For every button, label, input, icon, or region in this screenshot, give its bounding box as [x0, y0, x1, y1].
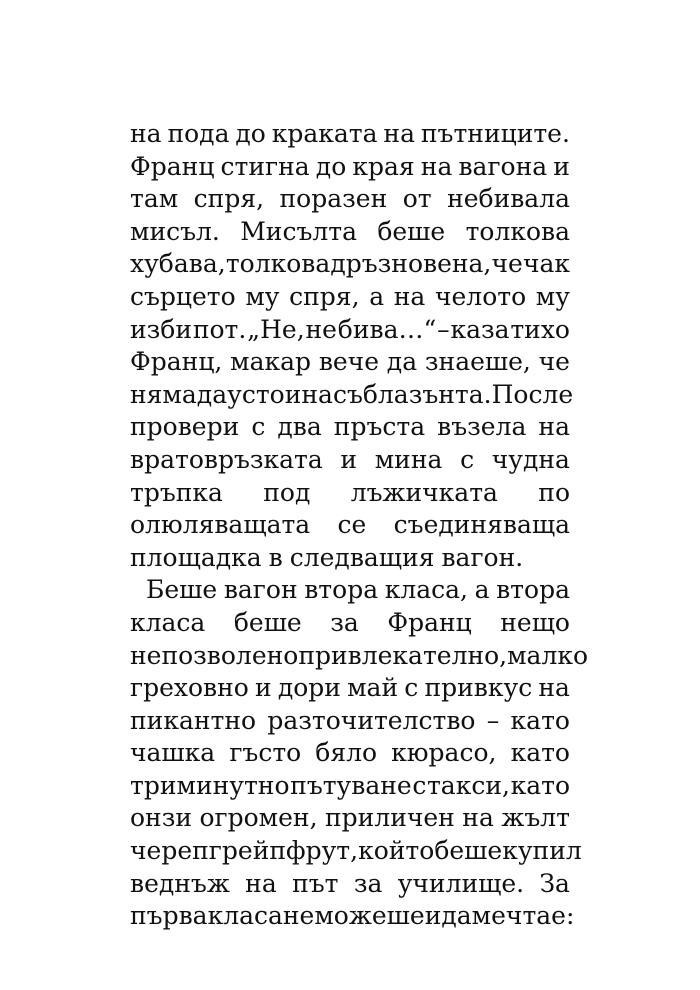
word: гъсто — [229, 738, 302, 768]
word: в — [268, 542, 283, 572]
word: За — [539, 868, 570, 898]
word: с — [412, 770, 427, 800]
text-line — [130, 411, 570, 444]
word: училище. — [397, 868, 525, 898]
text-line — [130, 737, 570, 770]
word: привкус — [424, 673, 533, 703]
word: и — [255, 673, 272, 703]
word: веднъж — [130, 868, 230, 898]
text-line — [130, 574, 570, 607]
word: спря, — [289, 281, 360, 311]
word: разточителство — [267, 705, 476, 735]
word: на — [538, 673, 570, 703]
word: „Не, — [247, 314, 305, 344]
word: толкова — [465, 216, 570, 246]
word: тихо — [510, 314, 570, 344]
word: а — [369, 281, 385, 311]
word: – — [486, 705, 500, 735]
word: път — [292, 868, 339, 898]
word: не — [282, 901, 315, 931]
word: огромен, — [199, 803, 318, 833]
word: на — [383, 119, 415, 148]
word: пътуване — [290, 770, 412, 800]
text-line — [130, 183, 570, 216]
word: краката — [271, 119, 378, 148]
word: Франц — [130, 151, 215, 181]
word: не — [305, 314, 337, 344]
text-line — [130, 802, 570, 835]
word: бива…“ — [337, 314, 437, 344]
word: следващия — [289, 542, 435, 572]
text-line — [130, 900, 575, 933]
text-line — [130, 509, 570, 542]
word: втора — [496, 575, 570, 605]
word: такси, — [426, 770, 510, 800]
word: на — [301, 379, 333, 409]
text-line — [130, 216, 570, 249]
text-line — [130, 118, 570, 151]
word: че — [538, 347, 570, 377]
word: – — [437, 314, 450, 344]
word: класа, — [384, 575, 468, 605]
text-line — [130, 248, 570, 281]
word: под — [263, 477, 311, 507]
word: няма — [130, 379, 197, 409]
word: до — [315, 151, 347, 181]
word: два — [277, 412, 322, 442]
word: непозволено — [130, 640, 299, 670]
word: му — [535, 281, 570, 311]
word: втора — [304, 575, 379, 605]
word: нещо — [500, 607, 570, 637]
word: мисъл. — [130, 216, 220, 246]
word: първа — [130, 901, 208, 931]
word: грейпфрут, — [208, 836, 359, 866]
word: на — [130, 119, 162, 148]
text-line — [130, 151, 570, 184]
body-text — [130, 118, 589, 933]
word: възела — [437, 412, 527, 442]
word: и — [340, 444, 358, 474]
word: по — [538, 477, 570, 507]
word: триминутно — [130, 770, 290, 800]
word: небивала — [447, 184, 570, 214]
word: а — [474, 575, 490, 605]
word: пръста — [333, 412, 426, 442]
word: можеше — [314, 901, 425, 931]
word: класа — [207, 901, 283, 931]
word: площадка — [130, 542, 262, 572]
word: му — [245, 281, 280, 311]
text-line — [130, 542, 570, 575]
text-line — [130, 770, 570, 803]
word: провери — [130, 412, 240, 442]
word: на — [538, 412, 570, 442]
word: до — [235, 119, 266, 148]
word: знаеше, — [424, 347, 531, 377]
word: пикантно — [130, 705, 257, 735]
word: вагона — [458, 151, 548, 181]
word: като — [510, 705, 570, 735]
word: съблазънта. — [332, 379, 492, 409]
word: кюрасо, — [391, 738, 497, 768]
word: вратовръзката — [130, 444, 323, 474]
word: чудна — [491, 444, 570, 474]
word: толкова — [225, 249, 331, 279]
word: пода — [167, 119, 230, 148]
word: като — [510, 738, 570, 768]
word: каза — [450, 314, 510, 344]
word: малко — [507, 640, 589, 670]
word: череп — [130, 836, 209, 866]
word: беше — [377, 216, 446, 246]
word: лъжичката — [350, 477, 498, 507]
word: беше — [233, 607, 302, 637]
word: че — [491, 249, 523, 279]
word: купил — [502, 836, 582, 866]
text-line — [130, 607, 570, 640]
word: пътниците. — [420, 119, 570, 148]
word: чак — [522, 249, 570, 279]
word: Франц — [387, 607, 472, 637]
word: като — [510, 770, 570, 800]
word: челото — [434, 281, 527, 311]
word: беше — [434, 836, 503, 866]
text-line — [130, 835, 582, 868]
word: вече — [318, 347, 380, 377]
word: изби — [130, 314, 193, 344]
word: бяло — [315, 738, 378, 768]
word: мина — [374, 444, 443, 474]
word: После — [491, 379, 574, 409]
word: пот. — [192, 314, 247, 344]
word: приличен — [324, 803, 455, 833]
word: края — [352, 151, 415, 181]
text-line — [130, 868, 570, 901]
word: за — [330, 607, 359, 637]
text-line — [130, 314, 570, 347]
word: Франц, — [130, 347, 223, 377]
word: устои — [227, 379, 302, 409]
text-line — [130, 640, 589, 673]
word: макар — [230, 347, 312, 377]
word: стигна — [220, 151, 310, 181]
text-line — [130, 346, 570, 379]
word: на — [393, 281, 426, 311]
word: класа — [130, 607, 206, 637]
word: греховно — [130, 673, 249, 703]
word: тръпка — [130, 477, 223, 507]
word: на — [462, 803, 494, 833]
word: онзи — [130, 803, 193, 833]
word: съединяваща — [393, 510, 570, 540]
word: жълт — [501, 803, 570, 833]
word: там — [130, 184, 179, 214]
word: мечтае: — [471, 901, 575, 931]
word: с — [460, 444, 475, 474]
word: и — [424, 901, 442, 931]
word: Беше — [146, 575, 218, 605]
word: се — [337, 510, 367, 540]
text-line — [130, 705, 570, 738]
text-line — [130, 477, 570, 510]
word: май — [347, 673, 399, 703]
word: да — [386, 347, 418, 377]
word: вагон. — [441, 542, 524, 572]
word: поразен — [279, 184, 388, 214]
word: да — [196, 379, 228, 409]
word: да — [441, 901, 472, 931]
word: на — [245, 868, 277, 898]
word: вагон — [223, 575, 298, 605]
word: сърцето — [130, 281, 236, 311]
word: дръзновена, — [330, 249, 492, 279]
word: на — [420, 151, 453, 181]
word: чашка — [130, 738, 216, 768]
word: Мисълта — [240, 216, 357, 246]
text-line — [130, 444, 570, 477]
word: привлекателно, — [298, 640, 508, 670]
word: дори — [277, 673, 341, 703]
text-line — [130, 281, 570, 314]
text-line — [130, 672, 570, 705]
word: с — [404, 673, 419, 703]
word: и — [553, 151, 570, 181]
word: с — [251, 412, 266, 442]
text-line — [130, 379, 574, 412]
word: за — [353, 868, 383, 898]
word: от — [402, 184, 432, 214]
word: хубава, — [130, 249, 226, 279]
word: който — [358, 836, 435, 866]
word: олюляващата — [130, 510, 311, 540]
word: спря, — [193, 184, 265, 214]
